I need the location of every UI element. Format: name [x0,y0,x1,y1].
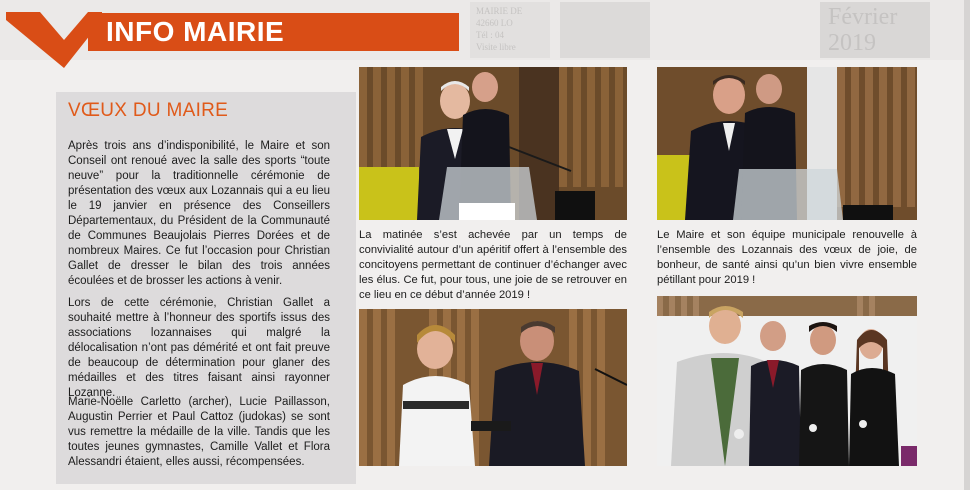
page-edge [964,0,970,490]
ghost-line-4: Visite libre [476,42,516,52]
ghost-flyer-left [470,2,550,58]
article-title: VŒUX DU MAIRE [68,100,229,121]
page-title: INFO MAIRIE [106,16,285,47]
photo-mayor-speech-2 [657,67,917,220]
ghost-line-3: Tél : 04 [476,30,504,40]
photo-medal-ceremony [359,309,627,466]
photo-sportsmen-group [657,296,917,466]
article-paragraph-1: Après trois ans d’indisponibilité, le Maire et son Conseil ont renoué avec la salle des sports “toute neuve” pour la traditionnelle cérémonie de présentation des vœux aux Lozannais qui a eu lieu le 19 janvier en présence des Conseillers Départementaux, du Président de la Communauté de Communes Beaujolais Pierres Dorées et de nombreux Maires. Ce fut l’occasion pour Christian Gallet de dresser le bilan des trois années écoulées et de brosser les actions à venir. [68,140,330,287]
ghost-line-1: MAIRIE DE [476,6,523,16]
article-paragraph-2: Lors de cette cérémonie, Christian Gallet a souhaité mettre à l’honneur des sportifs issus des associations lozannaises qui malgré la délocalisation n’ont pas démérité et ont fait preuve de beaucoup de détermination pour glaner des médailles et des titres faisant ainsi rayonner Lozanne. [68,297,330,399]
article-paragraph-3: Marie-Noëlle Carletto (archer), Lucie Paillasson, Augustin Perrier et Paul Cattoz (judokas) se sont vus remettre la médaille de la ville. Tandis que les toutes jeunes gymnastes, Camille Vallet et Flora Alessandri étaient, elles aussi, récompensées. [68,396,330,468]
ghost-line-2: 42660 LO [476,18,513,28]
ghost-date: Février 2019 [828,4,898,56]
photo-caption-1: La matinée s’est achevée par un temps de convivialité autour d’un apéritif offert à l’ensemble des concitoyens permettant de continuer d’échanger avec les élus. Ce fut, pour tous, une joie de se retrouver en ce lieu en ce début d’année 2019 ! [359,229,627,301]
ghost-flyer-middle [560,2,650,58]
photo-caption-2: Le Maire et son équipe municipale renouvelle à l’ensemble des Lozannais des vœux de joie, de bonheur, de santé ainsi qu’un bien vivre ensemble pétillant pour 2019 ! [657,229,917,286]
photo-mayor-speech-1 [359,67,627,220]
ghost-flyer-right [820,2,930,58]
